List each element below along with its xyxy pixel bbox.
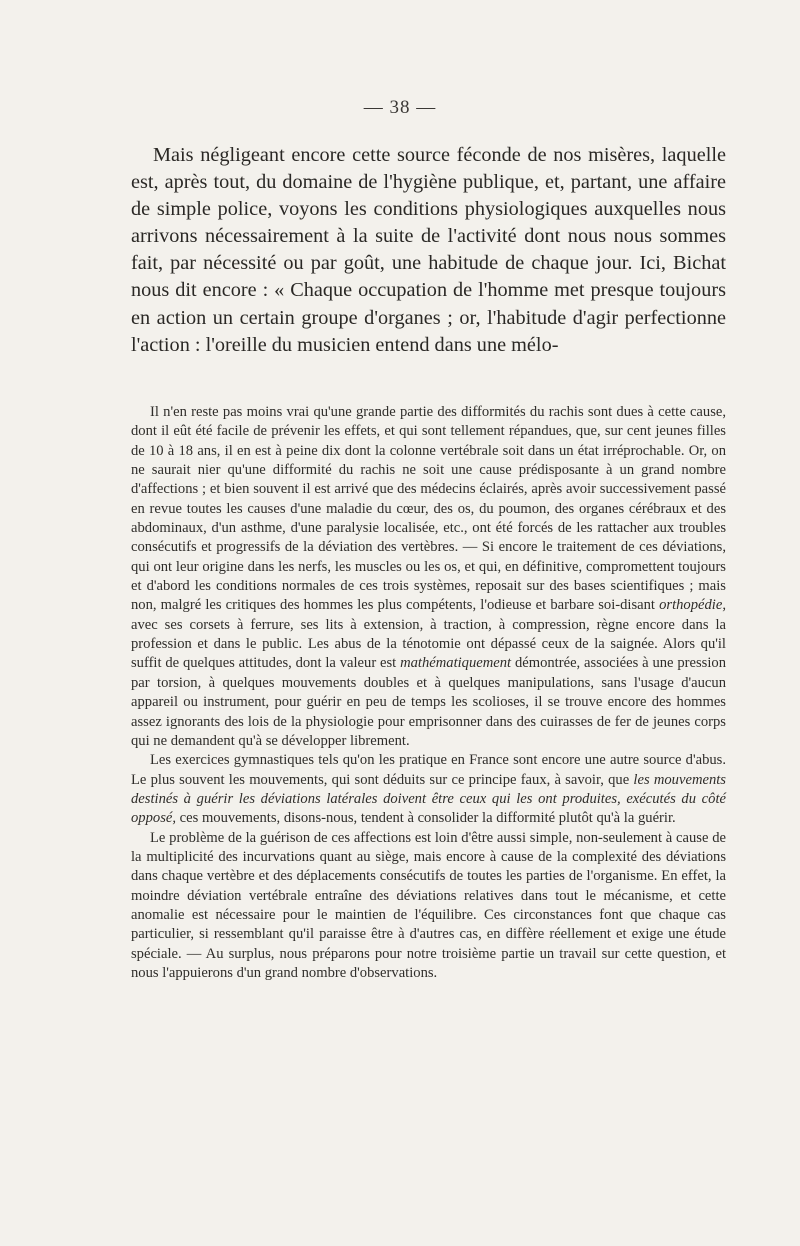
footnote-text: démontrée, associées à une pression par torsion, à quelques mouvements doubles et à quelques manipulations, sans l'usage d'aucun appareil ou instrument, pour guérir en peu de temps les scolioses, il se trouve encore des hommes assez ignorants des lois de la physiologie pour emprisonner dans des cuirasses de fer de jeunes corps qui ne demandent qu'à se développer librement. bbox=[131, 655, 726, 749]
footnote-italic-quote: les mouvements destinés à guérir les déviations latérales doivent être ceux qui les ont produites, exécutés du côté opposé, bbox=[131, 771, 726, 827]
main-paragraph: Mais négligeant encore cette source féconde de nos misères, laquelle est, après tout, du domaine de l'hygiène publique, et, partant, une affaire de simple police, voyons les conditions physiologiques auxquelles nous arrivons nécessairement à la suite de l'activité dont nous nous sommes fait, par nécessité ou par goût, une habitude de chaque jour. Ici, Bichat nous dit encore : « Chaque occupation de l'homme met presque toujours en action un certain groupe d'organes ; or, l'habitude d'agir perfectionne l'action : l'oreille du musicien entend dans une mélo- bbox=[131, 144, 726, 356]
footnote-text: ces mouvements, disons-nous, tendent à consolider la difformité plutôt qu'à la guérir. bbox=[179, 810, 676, 827]
footnote-italic-term: orthopédie, bbox=[659, 597, 726, 614]
footnote-text: avec ses corsets à ferrure, ses lits à extension, à traction, à compression, règne encore dans la profession et dans le public. Les abus de la ténotomie ont dépassé ceux de la saignée. Alors qu'il suffit de quelques attitudes, dont la valeur est bbox=[131, 616, 726, 672]
page-number: — 38 — bbox=[363, 97, 437, 118]
footnote-paragraph-2 bbox=[131, 751, 726, 828]
footnote-paragraph-3: Le problème de la guérison de ces affections est loin d'être aussi simple, non-seulement à cause de la multiplicité des incurvations quant au siège, mais encore à cause de la complexité des déviations dans chaque vertèbre et des déplacements consécutifs de toutes les parties de l'organisme. En effet, la moindre déviation vertébrale entraîne des déviations relatives dans tout le mécanisme, et cette anomalie est nécessaire pour le maintien de l'équilibre. Ces circonstances font que chaque cas particulier, si ressemblant qu'il paraisse être à d'autres cas, en diffère réellement et exige une étude spéciale. — Au surplus, nous préparons pour notre troisième partie un travail sur cette question, et nous l'appuierons d'un grand nombre d'observations. bbox=[131, 829, 726, 981]
footnote-text: Il n'en reste pas moins vrai qu'une grande partie des difformités du rachis sont dues à cette cause, dont il eût été facile de prévenir les effets, et qui sont tellement répandues, que, sur cent jeunes filles de 10 à 18 ans, il en est à peine dix dont la colonne vertébrale soit dans un état irréprochable. Or, on ne saurait nier qu'une difformité du rachis ne soit une cause prédisposante à un grand nombre d'affections ; et bien souvent il est arrivé que des médecins éclairés, après avoir successivement passé en revue toutes les causes d'une maladie du cœur, des os, du poumon, des organes cérébraux et des abdominaux, d'un asthme, d'une paralysie localisée, etc., ont été forcés de les rattacher aux troubles consécutifs et progressifs de la déviation des vertèbres. — Si encore le traitement de ces déviations, qui ont leur origine dans les nerfs, les muscles ou les os, et qui, en définitive, compromettent toujours et d'abord les conditions normales de ces trois systèmes, reposait sur des bases scientifiques ; mais non, malgré les critiques des hommes les plus compétents, l'odieuse et barbare soi-disant bbox=[131, 404, 726, 614]
footnote-paragraph-1 bbox=[131, 403, 726, 751]
footnote-italic-term: mathématiquement bbox=[400, 655, 512, 672]
footnote-block bbox=[131, 403, 726, 983]
footnote-text: Les exercices gymnastiques tels qu'on les pratique en France sont encore une autre source d'abus. Le plus souvent les mouvements, qui sont déduits sur ce principe faux, à savoir, que bbox=[131, 752, 726, 788]
